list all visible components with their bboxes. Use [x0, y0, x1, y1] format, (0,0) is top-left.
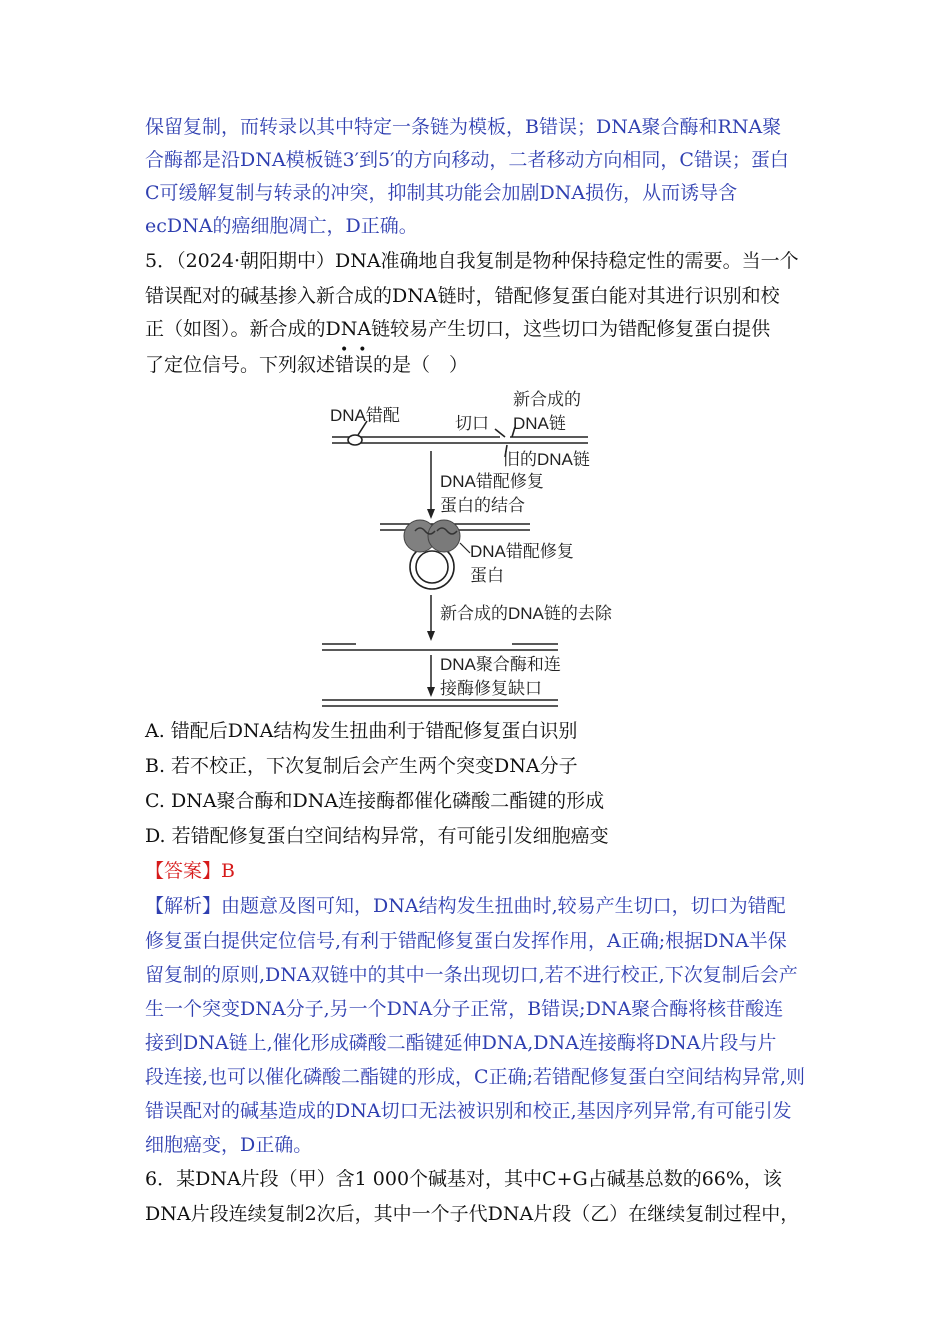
analysis-text: 由题意及图可知，DNA结构发生扭曲时,较易产生切口，切口为错配 [221, 895, 786, 917]
question-stem-line: 6．某DNA片段（甲）含1 000个碱基对，其中C+G占碱基总数的66%，该 [145, 1168, 782, 1190]
arrow-icon [427, 655, 435, 697]
label-nick: 切口 [455, 414, 489, 433]
label-old-strand: 旧的DNA链 [503, 450, 590, 469]
step-strand-removal: 新合成的DNA链的去除 [440, 604, 612, 623]
emphasis-dots: •• [340, 342, 377, 358]
option-c: C. DNA聚合酶和DNA连接酶都催化磷酸二酯键的形成 [145, 790, 605, 812]
analysis-line: 接到DNA链上,催化形成磷酸二酯键延伸DNA,DNA连接酶将DNA片段与片 [145, 1032, 777, 1054]
analysis-line: 错误配对的碱基造成的DNA切口无法被识别和校正,基因序列异常,有可能引发 [145, 1100, 792, 1122]
step-gap-repair: DNA聚合酶和连 [440, 655, 561, 674]
label-new-strand: 新合成的 [513, 390, 581, 409]
step-gap-repair: 接酶修复缺口 [440, 679, 542, 698]
text-line: 保留复制，而转录以其中特定一条链为模板，B错误；DNA聚合酶和RNA聚 [145, 116, 782, 138]
text-line: 合酶都是沿DNA模板链3′到5′的方向移动，二者移动方向相同，C错误；蛋白 [145, 149, 789, 171]
arrow-icon [427, 451, 435, 519]
analysis-tag: 【解析】 [145, 895, 222, 917]
analysis-line: 留复制的原则,DNA双链中的其中一条出现切口,若不进行校正,下次复制后会产 [145, 964, 798, 986]
arrow-icon [427, 595, 435, 641]
question-stem-line: 错误配对的碱基掺入新合成的DNA链时，错配修复蛋白能对其进行识别和校 [145, 285, 780, 307]
label-repair-protein: 蛋白 [470, 566, 504, 585]
analysis-line: 段连接,也可以催化磷酸二酯键的形成，C正确;若错配修复蛋白空间结构异常,则 [145, 1066, 806, 1088]
analysis-line [145, 893, 786, 919]
question-stem-line: DNA片段连续复制2次后，其中一个子代DNA片段（乙）在继续复制过程中， [145, 1203, 800, 1225]
step-binding: DNA错配修复 [440, 472, 544, 491]
question-stem-line: 正（如图）。新合成的DNA链较易产生切口，这些切口为错配修复蛋白提供 [145, 318, 771, 340]
question-stem-line: 5．（2024·朝阳期中）DNA准确地自我复制是物种保持稳定性的需要。当一个 [145, 250, 799, 272]
mismatch-repair-diagram [320, 385, 650, 715]
answer [145, 858, 235, 884]
analysis-line: 修复蛋白提供定位信号,有利于错配修复蛋白发挥作用，A正确;根据DNA半保 [145, 930, 787, 952]
analysis-line: 生一个突变DNA分子,另一个DNA分子正常，B错误;DNA聚合酶将核苷酸连 [145, 998, 784, 1020]
label-repair-protein: DNA错配修复 [470, 542, 574, 561]
option-d: D. 若错配修复蛋白空间结构异常，有可能引发细胞癌变 [145, 825, 609, 847]
option-a: A. 错配后DNA结构发生扭曲利于错配修复蛋白识别 [145, 720, 578, 742]
analysis-line: 细胞癌变，D正确。 [145, 1134, 313, 1156]
dna-gapped [322, 644, 558, 650]
dna-repaired [322, 700, 558, 706]
option-b: B. 若不校正，下次复制后会产生两个突变DNA分子 [145, 755, 578, 777]
step-binding: 蛋白的结合 [440, 496, 525, 515]
answer-value: B [221, 860, 235, 882]
label-mismatch: DNA错配 [330, 406, 400, 425]
text-line: ecDNA的癌细胞凋亡，D正确。 [145, 215, 418, 237]
question-stem-line: 了定位信号。下列叙述错误的是（ ） [145, 354, 469, 376]
answer-tag: 【答案】 [145, 860, 222, 882]
label-new-strand: DNA链 [513, 414, 566, 433]
text-line: C可缓解复制与转录的冲突，抑制其功能会加剧DNA损伤，从而诱导含 [145, 182, 738, 204]
